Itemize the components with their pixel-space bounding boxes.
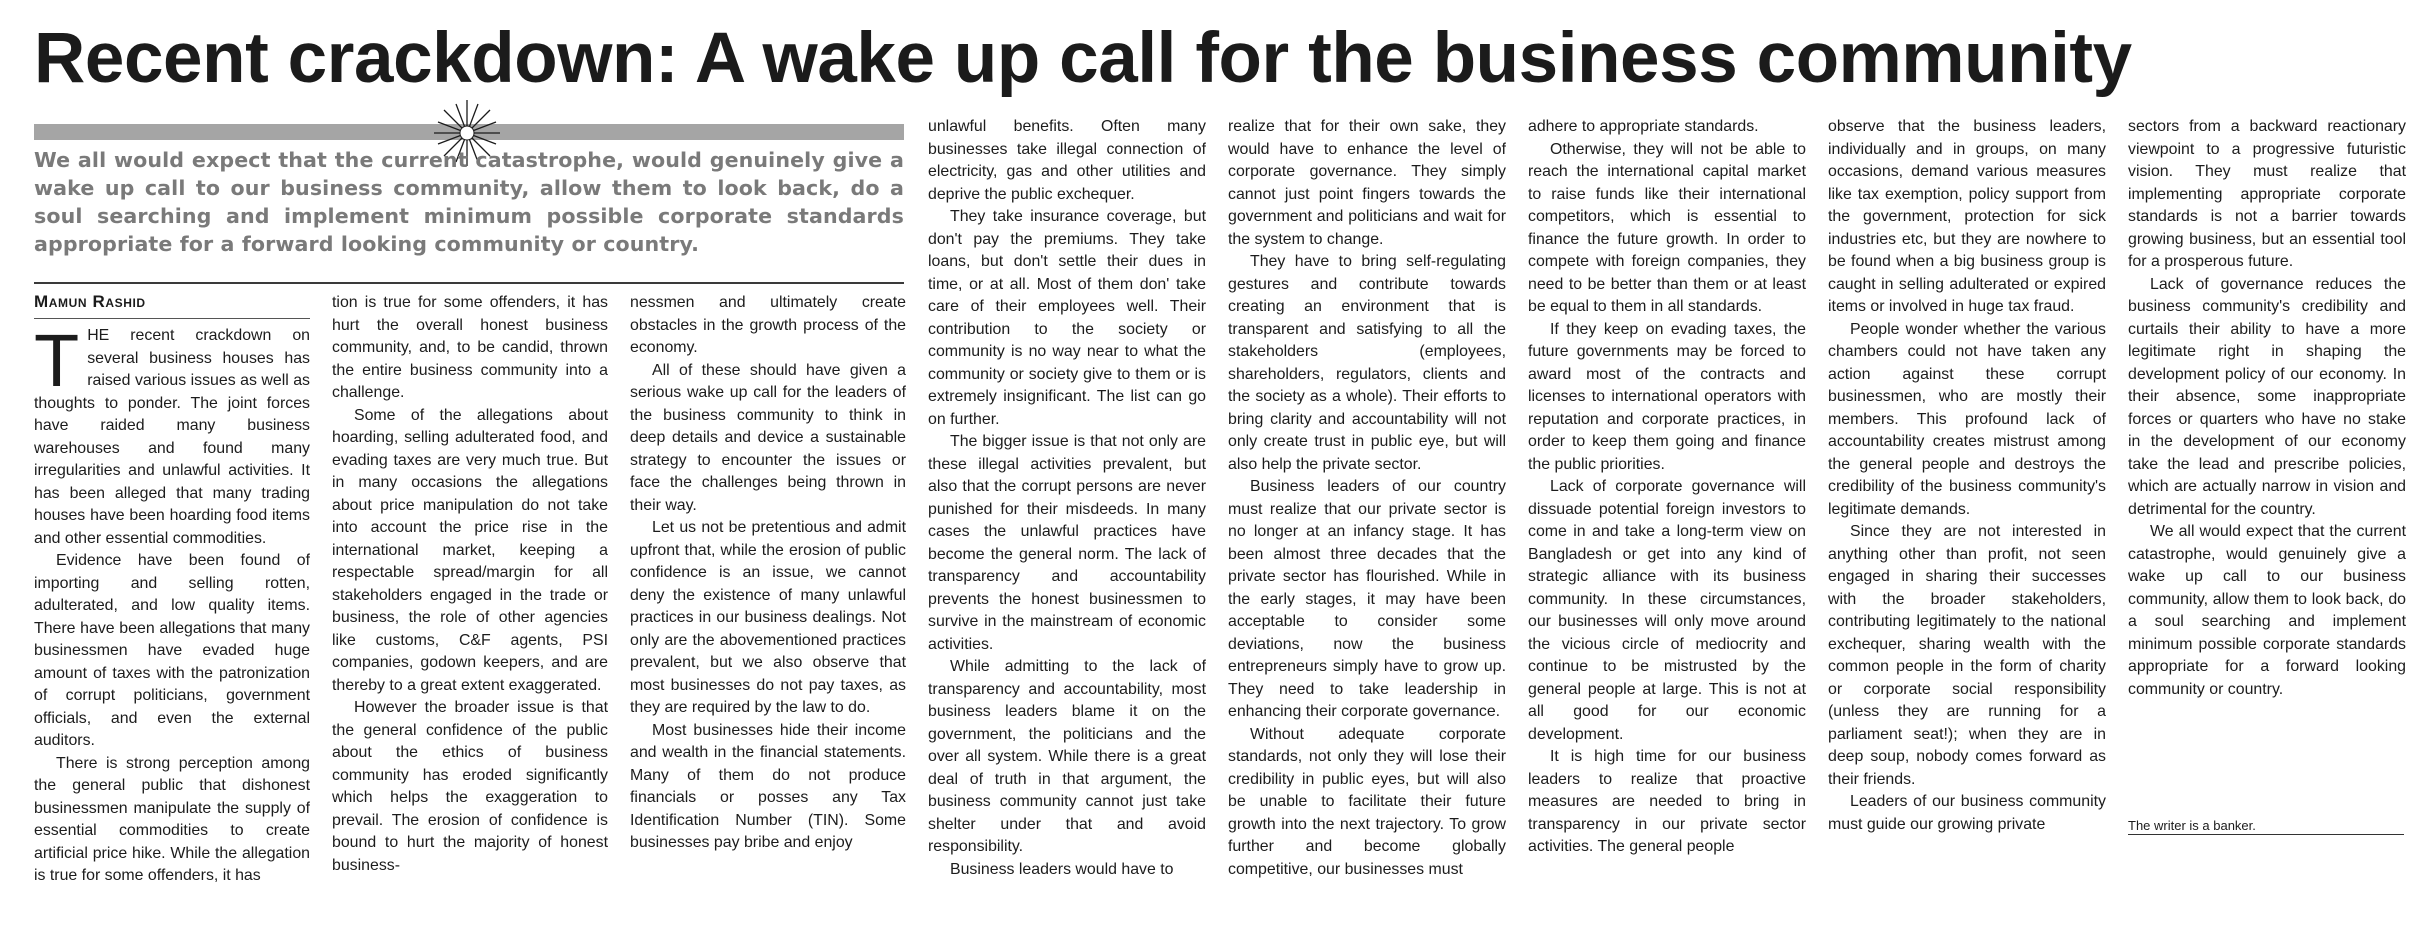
byline: Mamun Rashid (34, 292, 146, 311)
article-column-2 (332, 292, 608, 932)
paragraph: Lack of corporate governance will dissuade potential foreign investors to come in and take a long-term view on Bangladesh or get into any kind of strategic alliance with its business community. In these circumstances, our businesses will only move around the vicious circle of mediocrity and continue to be mistrusted by the general people at large. This is not at all good for our economic development. (1528, 478, 1806, 743)
article-column-3 (630, 292, 906, 932)
byline-divider (34, 318, 310, 319)
paragraph: Evidence have been found of importing and selling rotten, adulterated, and low quality items. There have been allegations that many businessmen have evaded huge amount of taxes with the patronization of corrupt politicians, government officials, and even the external auditors. (34, 552, 310, 749)
paragraph: Since they are not interested in anything other than profit, not seen engaged in sharing their successes with the broader stakeholders, contributing legitimately to the national exchequer, sharing wealth with the common people in the form of charity or corporate social responsibility (unless they are running for a parliament seat!); when they are in deep soup, nobody comes forward as their friends. (1828, 523, 2106, 788)
article-column-8 (2128, 116, 2406, 934)
paragraph: nessmen and ultimately create obstacles in the growth process of the economy. (630, 294, 906, 356)
paragraph: realize that for their own sake, they would have to enhance the level of corporate governance. They simply cannot just point fingers towards the government and politicians and wait for the system to change. (1228, 118, 1506, 248)
paragraph: People wonder whether the various chambers could not have taken any action against these corrupt businessmen, who are mostly their members. This profound lack of accountability creates mistrust among the general people and destroys the credibility of the business community's legitimate demands. (1828, 320, 2106, 518)
paragraph: If they keep on evading taxes, the future governments may be forced to award most of the contracts and licenses to international operators with reputation and corporate practices, in order to keep them going and finance the public priorities. (1528, 320, 1806, 473)
paragraph: Some of the allegations about hoarding, selling adulterated food, and evading taxes are very much true. But in many occasions the allegations about price manipulation do not take into account the price rise in the international market, keeping a respectable spread/margin for all stakeholders engaged in the trade or business, the role of other agencies like customs, C&F agents, PSI companies, godown keepers, and are thereby to a great extent exaggerated. (332, 406, 608, 694)
paragraph: However the broader issue is that the general confidence of the public about the ethics of business community has eroded significantly which helps the exaggeration to prevail. The erosion of confidence is bound to hurt the majority of honest business- (332, 699, 608, 874)
divider (34, 282, 904, 284)
paragraph: The bigger issue is that not only are these illegal activities prevalent, but also that the corrupt persons are never punished for their misdeeds. In many cases the unlawful practices have become the general norm. The lack of transparency and accountability prevents the honest businessmen to survive in the mainstream of economic activities. (928, 433, 1206, 653)
article-column-7 (1828, 116, 2106, 934)
article-column-6 (1528, 116, 1806, 934)
paragraph: tion is true for some offenders, it has hurt the overall honest business community, and, to be candid, thrown the entire business community into a challenge. (332, 294, 608, 401)
article-column-5 (1228, 116, 1506, 934)
paragraph: Leaders of our business community must guide our growing private (1828, 793, 2106, 833)
footnote-divider (2128, 834, 2404, 835)
paragraph: They take insurance coverage, but don't pay the premiums. They take loans, but don't settle their dues in time, or at all. Most of them don' take care of their employees well. Their contribution to the society or community is no way near to what the community or society give to them or is extremely insignificant. The list can go on further. (928, 208, 1206, 428)
headline: Recent crackdown: A wake up call for the business community (34, 19, 2132, 98)
paragraph-text: HE recent crackdown on several business houses has raised various issues as well as thoughts to ponder. The joint forces have raided many business warehouses and found many irregularities and unlawful activities. It has been alleged that many trading houses have been hoarding food items and other essential commodities. (34, 327, 310, 547)
paragraph: unlawful benefits. Often many businesses take illegal connection of electricity, gas and other utilities and deprive the public exchequer. (928, 118, 1206, 203)
drop-cap: T (34, 325, 80, 402)
author-note: The writer is a banker. (2128, 818, 2256, 833)
paragraph: While admitting to the lack of transparency and accountability, most business leaders blame it on the government, the politicians and the over all system. While there is a great deal of truth in that argument, the business community cannot just take shelter under that and avoid responsibility. (928, 658, 1206, 855)
paragraph: Otherwise, they will not be able to reach the international capital market to raise funds like their international competitors, which is essential to finance the future growth. In order to compete with foreign companies, they need to be better than them or at least be equal to them in all standards. (1528, 140, 1806, 315)
paragraph: Let us not be pretentious and admit upfront that, while the erosion of public confidence is an issue, we cannot deny the existence of many unlawful practices in our business dealings. Not only are the abovementioned practices prevalent, but we also observe that most businesses do not pay taxes, as they are required by the law to do. (630, 519, 906, 716)
paragraph: It is high time for our business leaders to realize that proactive measures are needed to bring in transparency in our private sector activities. The general people (1528, 748, 1806, 855)
paragraph: Business leaders would have to (950, 860, 1174, 878)
paragraph: sectors from a backward reactionary viewpoint to a progressive futuristic vision. They must realize that implementing appropriate corporate standards is not a barrier towards growing business, but an essential tool for a prosperous future. (2128, 118, 2406, 270)
paragraph: observe that the business leaders, individually and in groups, on many occasions, demand various measures like tax exemption, policy support from the government, protection for sick industries etc, but they are nowhere to be found when a big business group is caught in selling adulterated or expired items or involved in huge tax fraud. (1828, 118, 2106, 315)
paragraph: All of these should have given a serious wake up call for the leaders of the business community to think in deep details and device a sustainable strategy to encounter the issues or face the challenges being thrown in their way. (630, 361, 906, 514)
paragraph: They have to bring self-regulating gestures and contribute towards creating an environment that is transparent and satisfying to all the stakeholders (employees, shareholders, regulators, clients and the society as a whole). Their efforts to bring clarity and accountability will not only create trust in public eye, but will also help the private sector. (1228, 253, 1506, 473)
paragraph: adhere to appropriate standards. (1528, 118, 1759, 135)
paragraph: Lack of governance reduces the business community's credibility and curtails their ability to have a more legitimate right in shaping the development policy of our economy. In their absence, some inappropriate forces or quarters who have no stake in the development of our economy take the lead and prescribe policies, which are actually narrow in vision and detrimental for the country. (2128, 275, 2406, 518)
paragraph: Most businesses hide their income and wealth in the financial statements. Many of them do not produce financials or posses any Tax Identification Number (TIN). Some businesses pay bribe and enjoy (630, 721, 906, 851)
paragraph: Business leaders of our country must realize that our private sector is no longer at an infancy stage. It has been almost three decades that the private sector has flourished. While in the early stages, it may have been acceptable to consider some deviations, now the business entrepreneurs simply have to grow up. They need to take leadership in enhancing their corporate governance. (1228, 478, 1506, 720)
paragraph: There is strong perception among the general public that dishonest businessmen manipulate the supply of essential commodities to create artificial price hike. While the allegation is true for some offenders, it has (34, 754, 310, 884)
article-column-4 (928, 116, 1206, 934)
paragraph: We all would expect that the current catastrophe, would genuinely give a wake up call to our business community, allow them to look back, do a soul searching and implement minimum possible corporate standards appropriate for a forward looking community or country. (2128, 523, 2406, 698)
standfirst: We all would expect that the current catastrophe, would genuinely give a wake up call to our business community, allow them to look back, do a soul searching and implement minimum possible corporate standards appropriate for a forward looking community or country. (34, 148, 904, 256)
paragraph (34, 325, 310, 550)
paragraph: Without adequate corporate standards, not only they will lose their credibility in public eyes, but will also be unable to facilitate their future growth into the next trajectory. To grow further and become globally competitive, our businesses must (1228, 725, 1506, 878)
article-column-1 (34, 325, 310, 931)
